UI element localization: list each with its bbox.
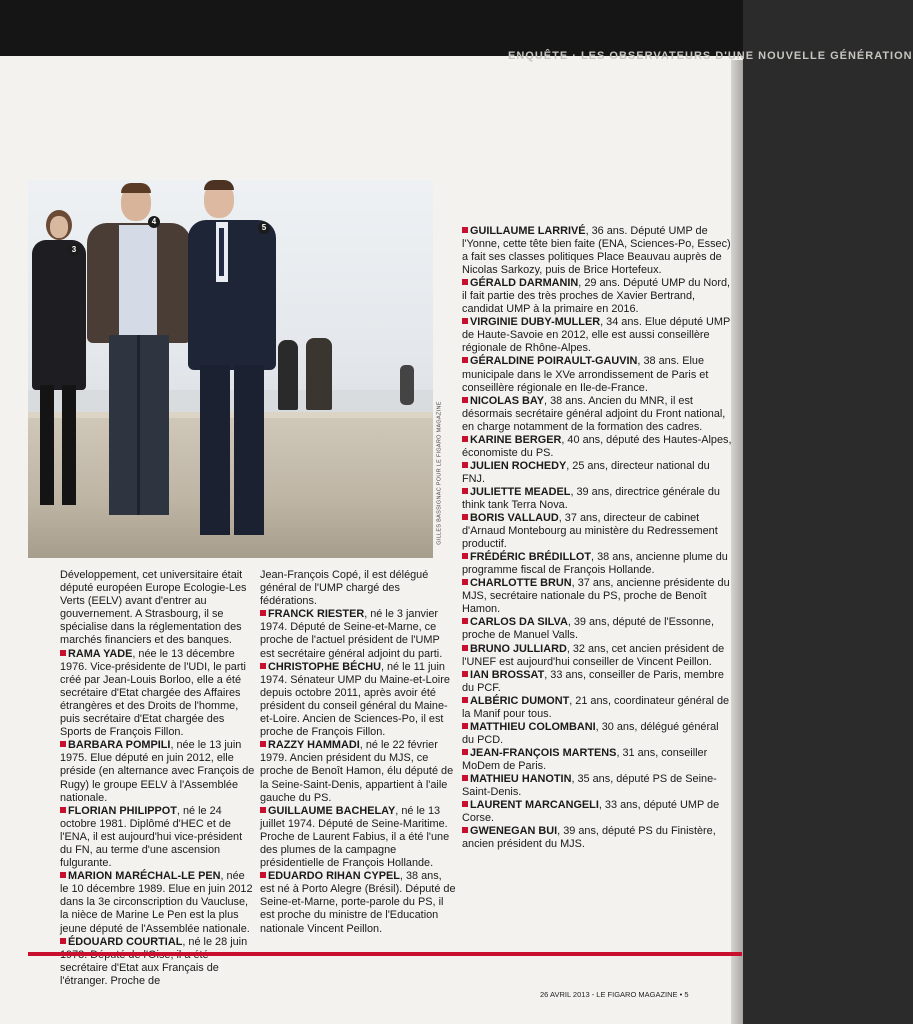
profile-entry (462, 721, 732, 747)
footer-rule (28, 952, 742, 956)
photo-credit-text: GILLES BASSIGNAC POUR LE FIGARO MAGAZINE (436, 401, 443, 545)
profile-entry (462, 643, 732, 669)
profile-entry (260, 608, 456, 660)
profile-name: JEAN-FRANÇOIS MARTENS (470, 746, 617, 759)
bg-pedestrian (278, 340, 298, 410)
bullet-square-icon (462, 514, 468, 520)
profile-text: , né le 11 juin 1974. Sénateur UMP du Maine-et-Loire depuis octobre 2011, après avoir été président du conseil général du Maine-et-Loire. Ancien de Sciences-Po, il est proche de François Fillon. (260, 660, 450, 739)
profile-entry (462, 277, 732, 316)
profile-text: , 38 ans, est né à Porto Alegre (Brésil). Député de Seine-et-Marne, porte-parole du PS, il est proche du ministre de l'Education nationale Vincent Peillon. (260, 870, 456, 935)
profile-entry (260, 661, 456, 740)
bullet-square-icon (260, 741, 266, 747)
bullet-square-icon (462, 318, 468, 324)
profile-text: , né le 28 juin secrétaire d'Etat aux Français de l'étranger. Proche de (60, 935, 248, 987)
profile-name: CHRISTOPHE BÉCHU (268, 660, 381, 673)
bullet-square-icon (462, 801, 468, 807)
profile-name: MATTHIEU COLOMBANI (470, 720, 596, 733)
profile-name: GWENEGAN BUI (470, 825, 558, 838)
profile-name: ALBÉRIC DUMONT (470, 694, 570, 707)
profile-text: , 21 ans, coordinateur général de la Manif pour tous. (462, 694, 730, 720)
profile-text: , 35 ans, député PS de Seine-Saint-Denis. (462, 772, 717, 799)
bullet-square-icon (462, 462, 468, 468)
bullet-square-icon (462, 436, 468, 442)
person-man-4 (83, 185, 198, 535)
profile-entry (462, 460, 732, 486)
profile-name: GUILLAUME BACHELAY (268, 804, 396, 817)
group-photo (28, 180, 433, 558)
profile-entry (462, 669, 732, 695)
bullet-square-icon (462, 827, 468, 833)
profile-name: RAZZY HAMMADI (268, 739, 360, 752)
continued-text: Développement, cet universitaire était député européen Europe Ecologie-Les Verts (EELV) avant d'entrer au gouvernement. A Strasbourg, il se spécialise dans la réglementation des marchés financiers et des banques. (60, 569, 247, 647)
bullet-square-icon (462, 671, 468, 677)
bullet-square-icon (462, 697, 468, 703)
photo-marker: 3 (68, 244, 80, 256)
profile-text: , 33 ans, conseiller de Paris, membre du PCF. (462, 668, 724, 694)
bullet-square-icon (60, 872, 66, 878)
profile-name: FRÉDÉRIC BRÉDILLOT (470, 551, 592, 564)
profile-name: KARINE BERGER (470, 433, 562, 446)
profile-name: ÉDOUARD COURTIAL (68, 935, 183, 948)
profile-name: FRANCK RIESTER (268, 608, 365, 621)
profile-entry (60, 870, 255, 935)
profile-entry (462, 434, 732, 460)
profile-entry (462, 316, 732, 355)
profile-entry (462, 577, 732, 616)
column-left (60, 569, 255, 988)
profile-name: FLORIAN PHILIPPOT (68, 804, 177, 817)
profile-entry (462, 355, 732, 394)
profile-name: RAMA YADE (68, 647, 133, 660)
profile-entry (60, 739, 255, 804)
profile-text: , 37 ans, directeur de cabinet d'Arnaud Montebourg au ministère du Redressement productif. (462, 512, 718, 551)
bullet-square-icon (462, 397, 468, 403)
bullet-square-icon (462, 723, 468, 729)
profile-entry (60, 805, 255, 870)
profile-text: , 34 ans. Elue député UMP de Haute-Savoie en 2012, elle est aussi conseillère régionale de Rhône-Alpes. (462, 316, 731, 355)
profile-text: , 38 ans. Elue municipale dans le XVe arrondissement de Paris et conseillère régionale en Ile-de-France. (462, 355, 709, 394)
profile-name: GUILLAUME LARRIVÉ (470, 225, 586, 237)
profile-text: , 33 ans, député UMP de Corse. (462, 799, 720, 825)
profile-text: , 40 ans, député des Hautes-Alpes, économiste du PS. (462, 433, 732, 459)
bullet-square-icon (462, 618, 468, 624)
bullet-square-icon (60, 650, 66, 656)
profile-text: , né le 22 février 1979. Ancien président du MJS, ce proche de Benoît Hamon, élu député de la Seine-Saint-Denis, appartient à l'aile gauche du PS. (260, 739, 454, 804)
profile-name: MATHIEU HANOTIN (470, 772, 572, 785)
profile-text: , 31 ans, conseiller MoDem de Paris. (462, 746, 708, 772)
bg-pedestrian (306, 338, 332, 410)
page-edge (731, 60, 743, 1024)
bullet-square-icon (260, 610, 266, 616)
profile-name: CHARLOTTE BRUN (470, 577, 572, 590)
profile-name: JULIETTE MEADEL (470, 485, 571, 498)
profile-name: BORIS VALLAUD (470, 512, 559, 525)
profile-text: , 25 ans, directeur national du FNJ. (462, 459, 710, 485)
person-man-5 (188, 180, 288, 545)
profile-name: EDUARDO RIHAN CYPEL (268, 870, 400, 883)
bullet-square-icon (462, 279, 468, 285)
profile-name: LAURENT MARCANGELI (470, 799, 599, 812)
bullet-square-icon (260, 872, 266, 878)
profile-entry (462, 616, 732, 642)
profile-text: , 38 ans, ancienne plume du programme fiscal de François Hollande. (462, 551, 728, 577)
bullet-square-icon (462, 645, 468, 651)
profile-name: GÉRALD DARMANIN (470, 277, 579, 290)
bullet-square-icon (462, 579, 468, 585)
bullet-square-icon (60, 807, 66, 813)
profile-text: , 39 ans, député de l'Essonne, proche de Manuel Valls. (462, 616, 714, 642)
profile-entry (462, 551, 732, 577)
profile-name: JULIEN ROCHEDY (470, 459, 567, 472)
profile-text: , 29 ans. Député UMP du Nord, il fait partie des très proches de Xavier Bertrand, candidat UMP à la primaire en 2016. (462, 277, 731, 316)
profile-text: , 32 ans, cet ancien président de l'UNEF est aujourd'hui conseiller de Vincent Peillon. (462, 642, 725, 668)
profile-name: MARION MARÉCHAL-LE PEN (68, 870, 221, 883)
profile-text: , 37 ans, ancienne présidente du MJS, secrétaire nationale du PS, proche de Benoît Hamon. (462, 577, 730, 616)
profile-name: NICOLAS BAY (470, 394, 545, 407)
profile-entry (462, 395, 732, 434)
column-middle (260, 569, 456, 936)
profile-text: , 39 ans, directrice générale du think tank Terra Nova. (462, 485, 720, 511)
profile-text: , né le 24 octobre 1981. Diplômé d'HEC et de l'ENA, il est aujourd'hui vice-président du FN, au terme d'une ascension fulgurante. (60, 804, 243, 870)
page-footer: 26 AVRIL 2013 - LE FIGARO MAGAZINE • 5 (540, 990, 689, 999)
profile-name: IAN BROSSAT (470, 668, 545, 681)
continued-text: Jean-François Copé, il est délégué général de l'UMP chargé des fédérations. (260, 569, 429, 608)
photo-marker: 4 (148, 216, 160, 228)
profile-entry (60, 648, 255, 740)
profile-text: , 39 ans, député PS du Finistère, ancien président du MJS. (462, 825, 716, 851)
profile-entry (462, 695, 732, 721)
profile-entry (260, 870, 456, 935)
bullet-square-icon (60, 741, 66, 747)
profile-text: , né le 3 janvier 1974. Député de Seine-et-Marne, ce proche de l'actuel président de l'UMP est secrétaire général adjoint du parti. (260, 608, 443, 660)
profile-entry (260, 805, 456, 870)
bullet-square-icon (462, 488, 468, 494)
photo-credit (436, 400, 446, 550)
profile-name: CARLOS DA SILVA (470, 616, 568, 629)
profile-name: BARBARA POMPILI (68, 739, 171, 752)
person-woman (28, 210, 90, 520)
profile-entry (462, 773, 732, 799)
photo-marker: 5 (258, 222, 270, 234)
profile-text: , 30 ans, délégué général du PCD. (462, 720, 719, 746)
profile-text: , 36 ans. Député UMP de l'Yonne, cette tête bien faite (ENA, Sciences-Po, Essec) a fait ses classes politiques Place Beauvau auprès de Nicolas Sarkozy, puis de Brice Hortefeux. (462, 225, 731, 277)
bullet-square-icon (462, 227, 468, 233)
bullet-square-icon (462, 553, 468, 559)
profile-entry (462, 486, 732, 512)
profile-name: BRUNO JULLIARD (470, 642, 567, 655)
profile-text: , née le 13 juin 1975. Elue député en juin 2012, elle préside (en alternance avec François de Rugy) le groupe EELV à l'Assemblée nationale. (60, 739, 255, 804)
profile-entry (462, 825, 732, 851)
bullet-square-icon (462, 775, 468, 781)
profile-entry (462, 225, 732, 277)
profile-entry (462, 747, 732, 773)
profile-entry (260, 739, 456, 804)
bullet-square-icon (260, 807, 266, 813)
bullet-square-icon (260, 663, 266, 669)
profile-name: GÉRALDINE POIRAULT-GAUVIN (470, 355, 638, 368)
header-ghost: ENQUÊTE · LES OBSERVATEURS D'UNE NOUVELLE GÉNÉRATION (508, 50, 913, 62)
profile-text: , né le 13 juillet 1974. Député de Seine-Maritime. Proche de Laurent Fabius, il a été l'une des plumes de la campagne présidentielle de François Hollande. (260, 804, 450, 870)
bullet-square-icon (462, 749, 468, 755)
profile-entry (462, 799, 732, 825)
profile-text: , née le 13 décembre 1976. Vice-présidente de l'UDI, le parti créé par Jean-Louis Borloo, elle a été secrétaire d'Etat chargée des Affaires étrangères et des Droits de l'homme, puis secrétaire d'Etat chargée des Sports de François Fillon. (60, 647, 246, 739)
bg-pedestrian (400, 365, 414, 405)
profile-text: , née le 10 décembre 1989. Elue en juin 2012 dans la 3e circonscription du Vaucluse, la nièce de Marine Le Pen est la plus jeune député de l'Assemblée nationale. (60, 870, 253, 935)
profile-text: , 38 ans. Ancien du MNR, il est désormais secrétaire général adjoint du Front national, en charge notamment de la formation des cadres. (462, 394, 726, 433)
column-right (462, 225, 732, 851)
bullet-square-icon (462, 357, 468, 363)
profile-entry (462, 512, 732, 551)
profile-entry (60, 936, 255, 988)
bullet-square-icon (60, 938, 66, 944)
profile-name: VIRGINIE DUBY-MULLER (470, 316, 601, 329)
